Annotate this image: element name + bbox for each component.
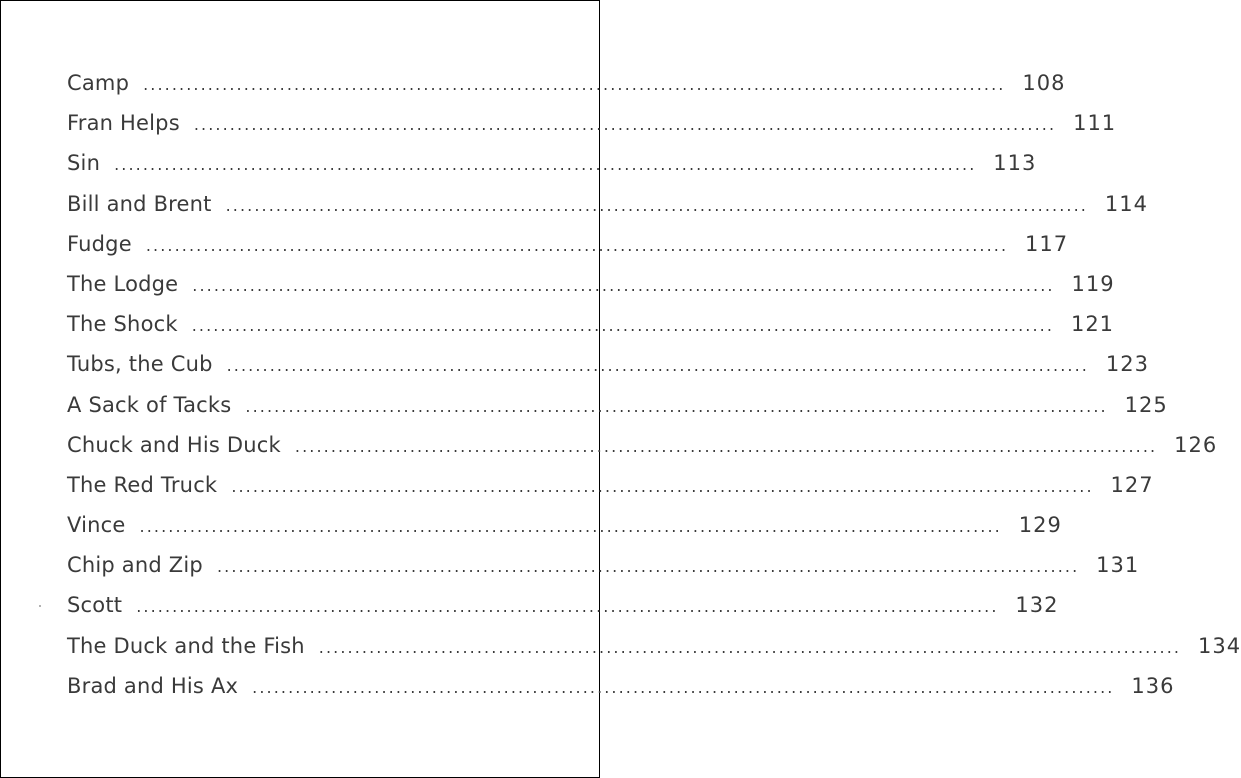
toc-entry-page: 114 — [1104, 191, 1148, 216]
toc-entry[interactable] — [67, 71, 1066, 111]
toc-entry-page: 131 — [1096, 553, 1140, 578]
toc-entry[interactable] — [67, 352, 1149, 392]
toc-entry[interactable] — [67, 392, 1168, 433]
toc-entry-title: The Duck and the Fish — [67, 633, 305, 658]
toc-entry[interactable] — [67, 111, 1117, 151]
toc-dot-leader: ........................................................................................................................ — [318, 637, 1182, 657]
toc-entry[interactable] — [67, 513, 1062, 553]
toc-entry-title: A Sack of Tacks — [67, 392, 232, 417]
toc-entry-title: Fudge — [67, 231, 132, 256]
toc-dot-leader: ........................................................................................................................ — [225, 195, 1088, 215]
toc-dot-leader: ........................................................................................................................ — [216, 557, 1080, 577]
toc-entry-title: Fran Helps — [67, 111, 180, 136]
toc-entry[interactable] — [67, 191, 1148, 232]
toc-dot-leader: ........................................................................................................................ — [143, 75, 1006, 94]
toc-entry-page: 126 — [1174, 432, 1218, 457]
toc-entry-title: The Red Truck — [67, 472, 218, 497]
toc-entry[interactable] — [67, 312, 1115, 352]
toc-dot-leader: ........................................................................................................................ — [245, 396, 1108, 416]
toc-entry[interactable] — [67, 593, 1059, 633]
toc-entry-title: Camp — [67, 71, 130, 95]
toc-entry-page: 117 — [1025, 231, 1069, 256]
toc-entry[interactable] — [67, 553, 1140, 593]
toc-entry-page: 123 — [1105, 352, 1149, 377]
toc-entry-page: 136 — [1131, 673, 1175, 698]
toc-entry-title: Tubs, the Cub — [67, 352, 213, 377]
toc-dot-leader: ........................................................................................................................ — [139, 517, 1002, 537]
toc-entry-page: 121 — [1070, 312, 1115, 337]
toc-dot-leader: ........................................................................................................................ — [193, 115, 1057, 135]
toc-entry-title: Sin — [67, 151, 101, 176]
toc-entry[interactable] — [67, 472, 1154, 513]
toc-entry[interactable] — [67, 673, 1175, 714]
toc-dot-leader: ........................................................................................................................ — [231, 476, 1094, 496]
toc-dot-leader: ........................................................................................................................ — [114, 155, 977, 175]
toc-entry[interactable] — [67, 271, 1115, 312]
toc-dot-leader: ........................................................................................................................ — [226, 356, 1089, 376]
toc-entry[interactable] — [67, 151, 1037, 191]
toc-entry[interactable] — [67, 432, 1218, 473]
toc-entry-page: 111 — [1073, 111, 1117, 136]
toc-entry-title: The Shock — [67, 312, 178, 337]
toc-entry-title: Brad and His Ax — [67, 673, 239, 698]
toc-entry-title: The Lodge — [67, 271, 179, 296]
toc-entry-title: Scott — [67, 593, 123, 618]
toc-dot-leader: ........................................................................................................................ — [136, 597, 999, 617]
scan-speck — [39, 605, 41, 607]
toc-entry-title: Bill and Brent — [67, 191, 212, 216]
table-of-contents — [67, 71, 1241, 714]
toc-entry-page: 125 — [1124, 392, 1168, 417]
toc-entry-page: 132 — [1015, 593, 1059, 618]
toc-entry[interactable] — [67, 633, 1241, 674]
toc-entry-title: Vince — [67, 513, 126, 538]
toc-entry-title: Chip and Zip — [67, 553, 203, 578]
toc-entry-page: 127 — [1110, 472, 1154, 497]
toc-entry-title: Chuck and His Duck — [67, 432, 281, 457]
toc-dot-leader: ........................................................................................................................ — [192, 275, 1055, 295]
toc-dot-leader: ........................................................................................................................ — [294, 436, 1158, 456]
toc-entry-page: 119 — [1071, 271, 1115, 296]
toc-entry[interactable] — [67, 231, 1069, 272]
toc-entry-page: 113 — [993, 151, 1037, 176]
toc-dot-leader: ........................................................................................................................ — [145, 235, 1009, 255]
toc-entry-page: 134 — [1197, 633, 1241, 658]
toc-entry-page: 129 — [1018, 513, 1062, 538]
toc-dot-leader: ........................................................................................................................ — [191, 316, 1055, 336]
toc-entry-page: 108 — [1022, 71, 1066, 95]
toc-dot-leader: ........................................................................................................................ — [252, 677, 1115, 697]
